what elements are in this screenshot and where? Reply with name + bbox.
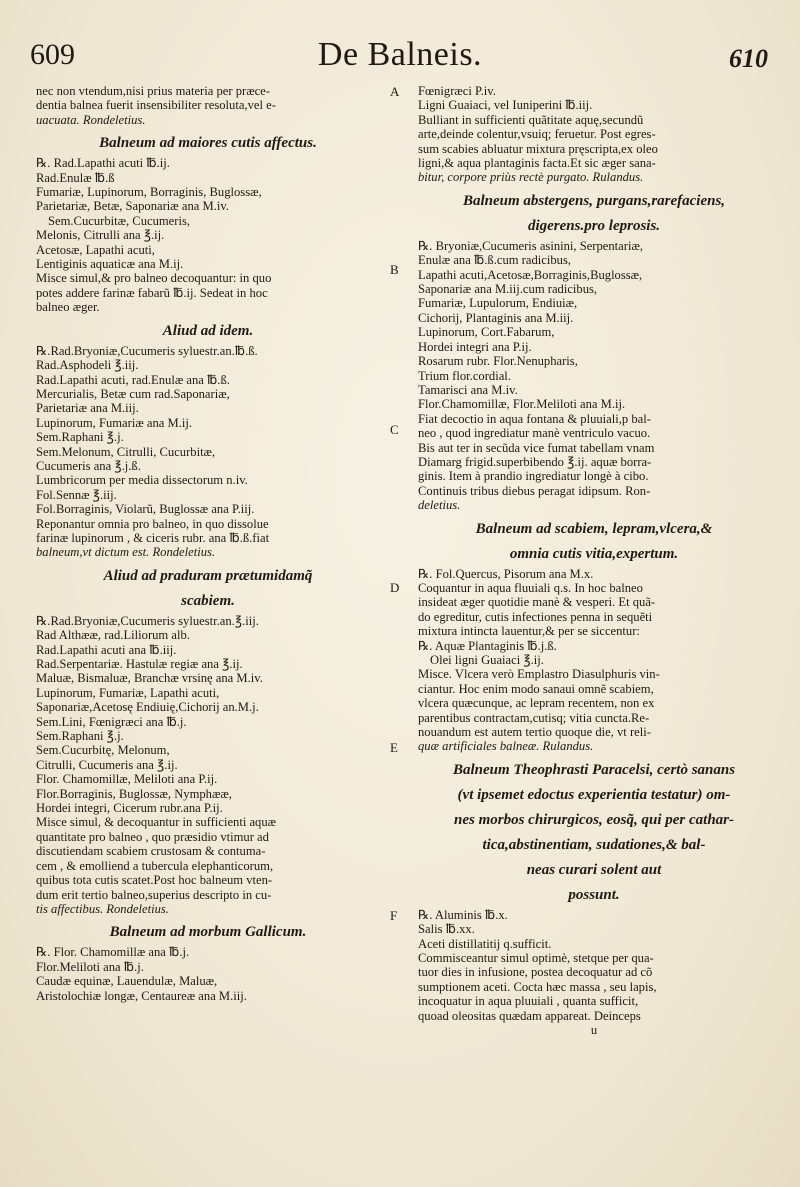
left-text-line: Rad.Serpentariæ. Hastulæ regiæ ana ℥.ij.	[36, 657, 243, 671]
left-text-line: Lentiginis aquaticæ ana M.ij.	[36, 257, 184, 272]
left-text-line: Sem.Raphani ℥.j.	[36, 430, 124, 445]
right-text-line: ℞. Aquæ Plantaginis ℔.j.ß.	[418, 638, 557, 653]
right-text-line: ciantur. Hoc enim modo sanaui omnẽ scabiem,	[418, 681, 654, 696]
left-text-line: ℞. Rad.Lapathi acuti ℔.ij.	[36, 156, 170, 171]
left-text-line: Hordei integri, Cicerum rubr.ana P.ij.	[36, 801, 223, 816]
gutter-letter-d: D	[390, 580, 400, 595]
right-text-line: Tamarisci ana M.iv.	[418, 382, 518, 397]
right-text-line: ℞. Bryoniæ,Cucumeris asinini, Serpentariæ,	[418, 238, 644, 253]
right-text-line: bitur, corpore priùs rectè purgato. Rulandus.	[418, 170, 644, 185]
left-heading-line: Aliud ad idem.	[162, 322, 254, 339]
right-text-line: Hordei integri ana P.ij.	[418, 339, 532, 354]
left-text-line: Lupinorum, Fumariæ, Lapathi acuti,	[36, 685, 220, 700]
page-number-right: 610	[729, 44, 768, 73]
left-text-line: Sem.Cucurbitę, Melonum,	[36, 743, 170, 758]
left-text-line: Misce simul, & decoquantur in sufficienti aquæ	[36, 815, 277, 830]
left-text-line: Misce simul,& pro balneo decoquantur: in quo	[36, 271, 272, 286]
right-text-line: tuor dies in infusione, postea decoquatur ad cõ	[418, 965, 653, 980]
left-text-line: balneum,vt dictum est. Rondeletius.	[36, 545, 216, 560]
right-text-line: incoquatur in aqua pluuiali , quanta sufficit,	[418, 994, 639, 1009]
left-text-line: Sem.Melonum, Citrulli, Cucurbitæ,	[36, 444, 216, 459]
left-text-line: Sem.Raphani ℥.j.	[36, 729, 124, 744]
right-text-line: mixtura intincta lauentur,& per se siccentur:	[418, 624, 640, 639]
right-heading-line: nes morbos chirurgicos, eosq̃, qui per cathar-	[453, 811, 735, 828]
left-text-line: Cucumeris ana ℥.j.ß.	[36, 458, 141, 473]
right-text-line: Flor.Chamomillæ, Flor.Meliloti ana M.ij.	[418, 397, 626, 412]
left-text-line: Melonis, Citrulli ana ℥.ij.	[36, 228, 165, 243]
right-text-line: ligni,& aqua plantaginis facta.Et sic æger sana-	[418, 156, 656, 171]
right-text-line: quæ artificiales balneæ. Rulandus.	[418, 739, 594, 754]
left-text-line: Flor. Chamomillæ, Meliloti ana P.ij.	[36, 772, 218, 787]
left-text-line: dum erit tertio balneo,superius descripto in cu-	[36, 887, 272, 902]
right-text-line: nouandum est autem tertio quoque die, vt reli-	[418, 725, 651, 740]
right-text-line: Ligni Guaiaci, vel Iuniperini ℔.iij.	[418, 98, 593, 113]
right-heading-line: u	[590, 1023, 598, 1038]
left-text-line: Rad.Lapathi acuti ana ℔.iij.	[36, 642, 177, 657]
right-text-line: Commisceantur simul optimè, stetque per qua-	[418, 951, 654, 966]
left-text-line: Sem.Lini, Fœnigræci ana ℔.j.	[36, 714, 187, 729]
gutter-letter-f: F	[390, 908, 398, 923]
left-text-line: Lupinorum, Fumariæ ana M.ij.	[36, 415, 193, 430]
gutter-letter-c: C	[390, 422, 399, 437]
left-text-line: quibus tota cutis scatet.Post hoc balneum vten-	[36, 873, 273, 888]
right-text-line: ℞. Fol.Quercus, Pisorum ana M.x.	[418, 566, 594, 581]
right-heading-line: omnia cutis vitia,expertum.	[509, 545, 679, 562]
right-text-line: Diamarg frigid.superbibendo ℥.ij. aquæ borra-	[418, 454, 652, 469]
right-text-line: Enulæ ana ℔.ß.cum radicibus,	[418, 253, 571, 268]
right-text-line: Rosarum rubr. Flor.Nenupharis,	[418, 354, 578, 369]
right-heading-line: tica,abstinentiam, sudationes,& bal-	[482, 836, 706, 853]
gutter-letter-a: A	[390, 84, 400, 99]
left-text-line: uacuata. Rondeletius.	[36, 112, 146, 127]
page-header	[0, 30, 800, 80]
right-text-line: do egreditur, cutis infectiones penna in sequẽti	[418, 609, 653, 624]
left-heading-line: Balneum ad morbum Gallicum.	[109, 924, 307, 941]
right-text-line: arte,deinde colentur,vsuiq; feruetur. Post egres-	[418, 127, 656, 142]
right-heading-line: neas curari solent aut	[526, 861, 662, 878]
right-text-line: parentibus contractam,cutisq; vitia cuncta.Re-	[418, 710, 650, 725]
right-text-line: Continuis tribus diebus peragat idipsum. Ron-	[418, 483, 651, 498]
left-text-line: Fumariæ, Lupinorum, Borraginis, Buglossæ,	[36, 185, 262, 200]
left-text-line: Parietariæ, Betæ, Saponariæ ana M.iv.	[36, 199, 229, 214]
right-text-line: quoad oleositas quædam appareat. Deinceps	[418, 1008, 641, 1023]
left-text-line: Maluæ, Bismaluæ, Branchæ vrsinę ana M.iv.	[36, 671, 263, 686]
gutter-letter-b: B	[390, 262, 399, 277]
left-text-line: quantitate pro balneo , quo præsidio vtimur ad	[36, 829, 269, 844]
left-heading-line: scabiem.	[181, 592, 235, 609]
right-text-line: Fumariæ, Lupulorum, Endiuiæ,	[418, 296, 578, 311]
right-text-line: Salis ℔.xx.	[418, 922, 475, 937]
left-text-line: nec non vtendum,nisi prius materia per præce-	[36, 84, 270, 98]
left-text-line: Acetosæ, Lapathi acuti,	[36, 242, 155, 257]
left-text-line: cem , & emolliend a tubercula elephanticorum,	[36, 858, 274, 873]
running-title: De Balneis.	[317, 36, 483, 73]
right-heading-line: Balneum ad scabiem, lepram,vlcera,&	[475, 520, 713, 537]
left-text-line: Flor.Borraginis, Buglossæ, Nymphææ,	[36, 786, 232, 801]
right-text-line: Cichorij, Plantaginis ana M.iij.	[418, 310, 574, 325]
left-text-line: Rad.Asphodeli ℥.iij.	[36, 358, 139, 373]
left-text-line: discutiendam scabiem crustosam & contuma-	[36, 844, 266, 859]
left-text-line: Citrulli, Cucumeris ana ℥.ij.	[36, 757, 178, 772]
left-text-line: Sem.Cucurbitæ, Cucumeris,	[48, 213, 191, 228]
right-text-line: ginis. Item à prandio ingrediatur longè à cibo.	[418, 469, 649, 484]
right-text-line: sumptionem aceti. Cocta hæc massa , seu lapis,	[418, 979, 657, 994]
left-text-line: farinæ lupinorum , & ciceris rubr. ana ℔.ß.fiat	[36, 530, 270, 545]
left-text-line: Fol.Borraginis, Violarũ, Buglossæ ana P.iij.	[36, 502, 255, 517]
right-text-line: Bulliant in sufficienti quãtitate aquę,secundũ	[418, 112, 644, 127]
right-text-line: deletius.	[418, 498, 461, 513]
left-text-line: Rad.Enulæ ℔.ß	[36, 170, 115, 185]
right-text-line: Aceti distillatitij q.sufficit.	[418, 936, 552, 951]
right-text-line: Saponariæ ana M.iij.cum radicibus,	[418, 282, 598, 297]
right-text-line: Fœnigræci P.iv.	[418, 84, 496, 98]
left-text-line: Rad.Lapathi acuti, rad.Enulæ ana ℔.ß.	[36, 372, 230, 387]
right-text-line: sum scabies abluatur mixtura pręscripta,ex oleo	[418, 141, 658, 156]
left-text-line: ℞. Flor. Chamomillæ ana ℔.j.	[36, 945, 190, 960]
right-heading-line: possunt.	[568, 886, 620, 903]
right-text-line: insideat æger quotidie manè & vesperi. Et quã-	[418, 595, 656, 610]
right-text-line: Lupinorum, Cort.Fabarum,	[418, 325, 555, 340]
left-text-line: Lumbricorum per media dissectorum n.iv.	[36, 473, 248, 488]
right-text-line: ℞. Aluminis ℔.x.	[418, 907, 508, 922]
left-text-line: ℞.Rad.Bryoniæ,Cucumeris syluestr.an.℥.iij.	[36, 613, 259, 628]
right-text-line: neo , quod ingrediatur manè ventriculo vacuo.	[418, 426, 651, 441]
left-column	[36, 84, 380, 1003]
left-text-line: potes addere farinæ fabarũ ℔.ij. Sedeat in hoc	[36, 285, 268, 300]
left-text-line: Flor.Meliloti ana ℔.j.	[36, 959, 144, 974]
right-text-line: Bis aut ter in secũda vice fumat tabellam vnam	[418, 440, 655, 455]
left-text-line: tis affectibus. Rondeletius.	[36, 901, 169, 916]
left-text-line: Saponariæ,Acetosę Endiuię,Cichorij an.M.j.	[36, 700, 259, 715]
left-text-line: Aristolochiæ longæ, Centaureæ ana M.iij.	[36, 988, 247, 1003]
left-text-line: dentia balnea fuerit insensibiliter resoluta,vel e-	[36, 98, 276, 113]
left-heading-line: Aliud ad praduram prætumidamq̃	[103, 567, 313, 584]
page-number-left: 609	[30, 38, 75, 71]
left-heading-line: Balneum ad maiores cutis affectus.	[99, 135, 317, 152]
right-text-line: Misce. Vlcera verò Emplastro Diasulphuris vin-	[418, 667, 660, 682]
left-text-line: Rad Althææ, rad.Liliorum alb.	[36, 628, 190, 643]
right-text-line: Lapathi acuti,Acetosæ,Borraginis,Buglossæ,	[418, 267, 643, 282]
left-text-line: Mercurialis, Betæ cum rad.Saponariæ,	[36, 386, 230, 401]
right-heading-line: Balneum Theophrasti Paracelsi, certò sanans	[452, 761, 736, 778]
left-text-line: Fol.Sennæ ℥.iij.	[36, 487, 117, 502]
right-text-line: Coquantur in aqua fluuiali q.s. In hoc balneo	[418, 580, 643, 595]
left-text-line: Parietariæ ana M.iij.	[36, 401, 139, 416]
right-text-line: Fiat decoctio in aqua fontana & pluuiali,p bal-	[418, 411, 651, 426]
right-text-line: Trium flor.cordial.	[418, 368, 511, 383]
right-heading-line: digerens.pro leprosis.	[527, 217, 661, 234]
left-text-line: Caudæ equinæ, Lauendulæ, Maluæ,	[36, 974, 218, 989]
right-heading-line: Balneum abstergens, purgans,rarefaciens,	[462, 192, 726, 209]
right-text-line: vlcera quæcunque, ac lepram recentem, non ex	[418, 696, 655, 711]
right-heading-line: (vt ipsemet edoctus experientia testatur) om-	[457, 786, 731, 803]
right-column	[418, 84, 770, 1038]
left-text-line: Reponantur omnia pro balneo, in quo dissolue	[36, 516, 269, 531]
left-text-line: balneo æger.	[36, 300, 100, 315]
right-text-line: Olei ligni Guaiaci ℥.ij.	[430, 653, 544, 667]
left-text-line: ℞.Rad.Bryoniæ,Cucumeris syluestr.an.℔.ß.	[36, 343, 258, 358]
gutter-letter-e: E	[390, 740, 398, 755]
